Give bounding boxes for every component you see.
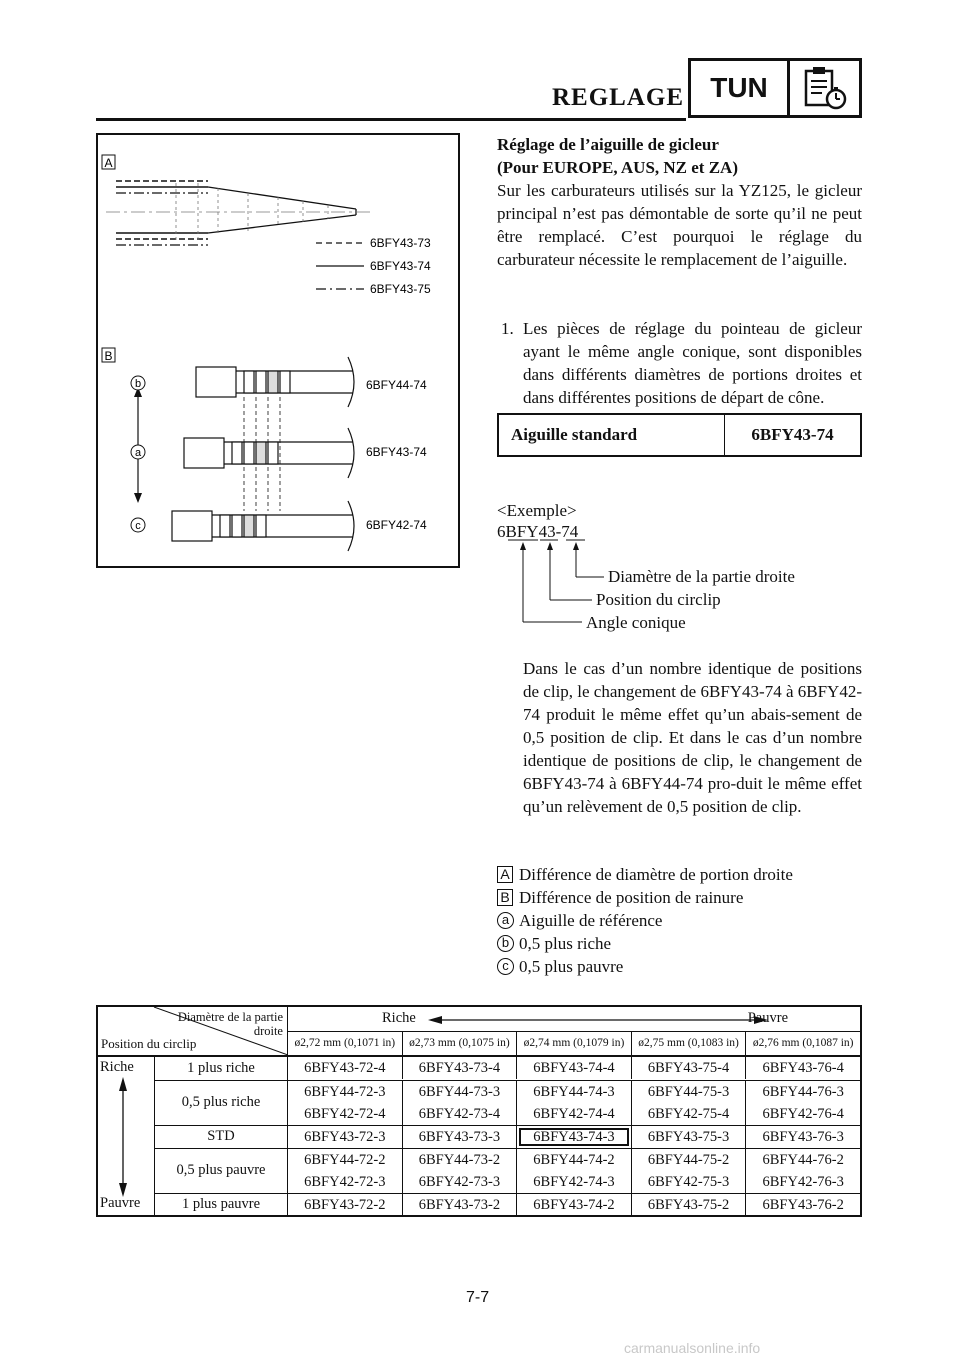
needle-label-42-74: 6BFY42-74 — [366, 518, 427, 532]
diameter-headers: ø2,72 mm (0,1071 in) ø2,73 mm (0,1075 in) ø2,74 mm (0,1079 in) ø2,75 mm (0,1083 in) ø2,76 mm (0,1087 in) — [288, 1031, 860, 1055]
needle-label-44-74: 6BFY44-74 — [366, 378, 427, 392]
needle-selection-table — [96, 1005, 862, 1217]
watermark: carmanualsonline.info — [624, 1340, 761, 1356]
rich-poor-axis: Riche Pauvre — [98, 1057, 155, 1215]
needle-label-75: 6BFY43-75 — [370, 282, 431, 296]
table-row: 6BFY44-72-2 6BFY44-73-2 6BFY44-74-2 6BFY44-75-2 6BFY44-76-2 — [288, 1149, 860, 1171]
needle-diagram — [96, 133, 460, 568]
legend-item: a Aiguille de référence — [497, 909, 862, 932]
page-number: 7-7 — [466, 1289, 490, 1306]
taper-diagram — [106, 181, 373, 245]
example-breakdown — [490, 520, 820, 632]
intro-paragraph: Sur les carburateurs utilisés sur la YZ125, le gicleur principal n’est pas démontable de sorte qu’il ne peut être remplacé. C’est pourquoi le réglage du carburateur nécessite le remplacement de l’aiguille. — [497, 181, 862, 269]
table-row: 6BFY42-72-3 6BFY42-73-3 6BFY42-74-3 6BFY42-75-3 6BFY42-76-3 — [288, 1171, 860, 1193]
section-heading: Réglage de l’aiguille de gicleur (Pour EUROPE, AUS, NZ et ZA) — [497, 135, 738, 177]
section-b-label: B — [104, 349, 113, 363]
rich-poor-scale: Riche Pauvre — [288, 1007, 860, 1032]
legend-item: B Différence de position de rainure — [497, 886, 862, 909]
spec-table — [497, 413, 862, 457]
example-part-diameter: Diamètre de la partie droite — [608, 567, 795, 586]
table-header — [98, 1007, 860, 1057]
example-tag: <Exemple> — [497, 501, 577, 520]
table-row: 6BFY42-72-4 6BFY42-73-4 6BFY42-74-4 6BFY42-75-4 6BFY42-76-4 — [288, 1103, 860, 1125]
legend-item: c 0,5 plus pauvre — [497, 955, 862, 978]
step-1: 1. Les pièces de réglage du pointeau de gicleur ayant le même angle conique, sont disponibles dans différents diamètres de portions droites et dans différentes positions de départ de cône. — [501, 319, 862, 407]
explanation-paragraph: Dans le cas d’un nombre identique de positions de clip, le changement de 6BFY43-74 à 6BFY42-74 produit le même effet qu’un abais-sement de 0,5 position de clip. Et dans le cas d’un nombre identique de positions de clip, le changement de 6BFY43-74 à 6BFY44-74 pro-duit le même effet qu’un relèvement de 0,5 position de clip. — [523, 659, 862, 816]
section-badge — [688, 58, 862, 118]
figure-legend — [497, 863, 862, 978]
example-code: 6BFY43-74 — [497, 522, 579, 541]
legend-item: A Différence de diamètre de portion droite — [497, 863, 862, 886]
row-labels: 1 plus riche 0,5 plus riche STD 0,5 plus pauvre 1 plus pauvre — [155, 1057, 288, 1215]
table-body — [98, 1057, 860, 1215]
needle-label-74: 6BFY43-74 — [370, 259, 431, 273]
clipboard-stopwatch-icon — [790, 61, 859, 115]
standard-needle-highlight — [519, 1128, 629, 1146]
spec-label: Aiguille standard — [499, 415, 725, 455]
table-row: 6BFY43-72-3 6BFY43-73-3 6BFY43-74-3 6BFY43-75-3 6BFY43-76-3 — [288, 1126, 860, 1148]
table-corner: Diamètre de la partie droite Position du circlip — [98, 1007, 288, 1055]
needle-b-leaner — [172, 501, 354, 551]
marker-a: a — [134, 447, 142, 459]
header-rule — [96, 118, 686, 121]
legend-item: b 0,5 plus riche — [497, 932, 862, 955]
marker-b: b — [134, 378, 142, 390]
needle-codes — [288, 1057, 860, 1215]
section-code: TUN — [710, 72, 768, 103]
marker-c: c — [135, 520, 141, 532]
table-row: 6BFY43-72-4 6BFY43-73-4 6BFY43-74-4 6BFY43-75-4 6BFY43-76-4 — [288, 1057, 860, 1079]
example-part-circlip: Position du circlip — [596, 590, 721, 609]
spec-value: 6BFY43-74 — [751, 425, 834, 444]
section-a-label: A — [104, 156, 113, 170]
example-part-angle: Angle conique — [586, 613, 686, 632]
needle-b-richer — [196, 357, 354, 407]
needle-b-standard — [184, 428, 354, 478]
needle-label-43-74: 6BFY43-74 — [366, 445, 427, 459]
page-title: REGLAGE — [552, 84, 685, 111]
table-row: 6BFY44-72-3 6BFY44-73-3 6BFY44-74-3 6BFY44-75-3 6BFY44-76-3 — [288, 1081, 860, 1103]
table-row: 6BFY43-72-2 6BFY43-73-2 6BFY43-74-2 6BFY43-75-2 6BFY43-76-2 — [288, 1194, 860, 1216]
needle-label-73: 6BFY43-73 — [370, 236, 431, 250]
